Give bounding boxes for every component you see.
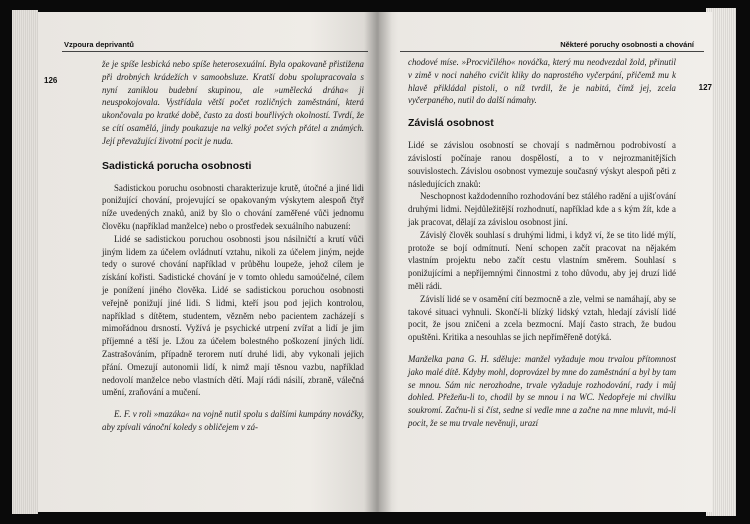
paragraph: že je spíše lesbická nebo spíše heterosexuální. Byla opakovaně přistižena při drobných krádežích v samoobsluze. Kratší dobu spolupracovala s nyní zaniklou budební skupinou, ale »umělecká dráha« ji neuspokojovala. Vystřídala větší počet rozličných zaměstnání, která ukončovala po kratké době, často za dosti bouřlivých okolností. Tvrdí, že se cítí osamělá, jindy poukazuje na velký počet svých přátel a známých. Její převažující životní pocit je nuda. [102, 59, 364, 146]
case-example: chodové míse. »Procvičilého« nováčka, který mu neodvezdal žold, přinutil v zimě v noci nahého cvičit kliky do naprostého vyčerpání, přičemž mu k hlavě přikládal pistoli, o níž tvrdil, že je nabitá, čímž jej, zcela vyčerpaného, nutil do další námahy. [408, 57, 676, 106]
paragraph: Neschopnost každodenního rozhodování bez stálého radění a ujišťování druhými lidmi. Nejdůležitější rozhodnutí, například kde a s kým žít, kde a jak pracovat, dělají za závislou osobnost jiní. [408, 191, 676, 227]
paragraph: Závislý člověk souhlasí s druhými lidmi, i když ví, že se tito lidé mýlí, protože se bojí odmítnutí. Není schopen začít pracovat na nějakém vlastním projektu nebo začít cestu vlastním směrem. Souhlasí s ponižujícími a nepříjemnými činnostmi z toho důvodu, aby jej druzí lidé měli rádi. [408, 229, 676, 291]
case-example: Manželka pana G. H. sděluje: manžel vyžaduje mou trvalou přítomnost jako malé dítě. Kdyby mohl, doprovázel by mne do zaměstnání a byl by tam se mnou. Sám nic nerozhodne, trvale vyžaduje rozhodování, rady i můj dohled. Přežeňu-li to, chodil by se mnou i na WC. Nedopřeje mi chvilku soukromí. Začnu-li si číst, sedne si vedle mne a začne na mne mluvit, má-li pocit, že se mu trvale nevěnuji, urazí [408, 353, 676, 428]
header-rule [62, 51, 368, 52]
left-page-edges [12, 10, 38, 514]
case-example: E. F. v roli »mazáka« na vojně nutil spolu s dalšími kumpány nováčky, aby zpívali vánoční koledy s obličejem v zá- [102, 409, 364, 432]
paragraph: Závislí lidé se v osamění cítí bezmocně a zle, velmi se namáhají, aby se takové situaci vyhnuli. Skončí-li blízký lidský vztah, hledají závislí lidé pocit, že jsou zničeni a zcela bezmocní. Mají často strach, že budou opuštěni. Kritika a nesouhlas se jich nepříměřeně dotýká. [408, 293, 676, 343]
paragraph: Sadistickou poruchu osobnosti charakterizuje krutě, útočné a jiné lidi ponižující chování, projevující se opakovaným výskytem alespoň čtyř níže uvedených znaků, aniž by šlo o chování zaměřené vůči jednomu člověku (například manželce) nebo o prostředek sexuálního nabuzení: [102, 182, 364, 231]
page-number-right: 127 [698, 83, 712, 92]
section-heading: Sadistická porucha osobnosti [102, 159, 252, 172]
running-head-right: Některé poruchy osobnosti a chování [560, 40, 694, 49]
left-page-body [102, 58, 364, 434]
right-page [378, 12, 712, 512]
right-page-body [408, 56, 676, 430]
paragraph: Lidé se sadistickou poruchou osobnosti jsou násilničtí a krutí vůči jiným lidem za účelem ovládnutí vztahu, nikoli za účelem jiným, nejde tedy o surové chování například v průběhu loupeže, jehož cílem je získání kořisti. Sadistické chování je v tomto ohledu samoúčelné, cílem je ponížení jiného člověka. Lidé se sadistickou poruchou osobnosti veřejně ponižují jiné lidi. S lidmi, kteří jsou pod jejich kontrolou, například s dítětem, studentem, vězněm nebo pacientem zacházejí s mimořádnou drsností. Vyžívá je psychické utrpení zvířat a lidí je jim příjemné a těší je. Lžou za účelem bolestného poškození jiných lidí. Zastrašováním, případně terorem nutí druhé lidi, aby vykonali jejich přání. Omezují autonomii lidí, k nimž mají těsnou vazbu, například nedovolí manželce nebo vlastních dětí. Mají rádi násilí, zbraně, válečná umění, zraňování a mučení. [102, 233, 364, 398]
section-heading: Závislá osobnost [408, 117, 494, 130]
left-page [38, 12, 378, 512]
page-number-left: 126 [44, 76, 58, 85]
paragraph: Lidé se závislou osobností se chovají s nadměrnou podrobivostí a závislostí počínaje ranou dospělostí, a to v nejrozmanitějších souvislostech. Závislou osobnost vymezuje současný výskyt alespoň pěti z následujících znaků: [408, 140, 676, 189]
header-rule [400, 51, 704, 52]
running-head-left: Vzpoura deprivantů [64, 40, 135, 49]
